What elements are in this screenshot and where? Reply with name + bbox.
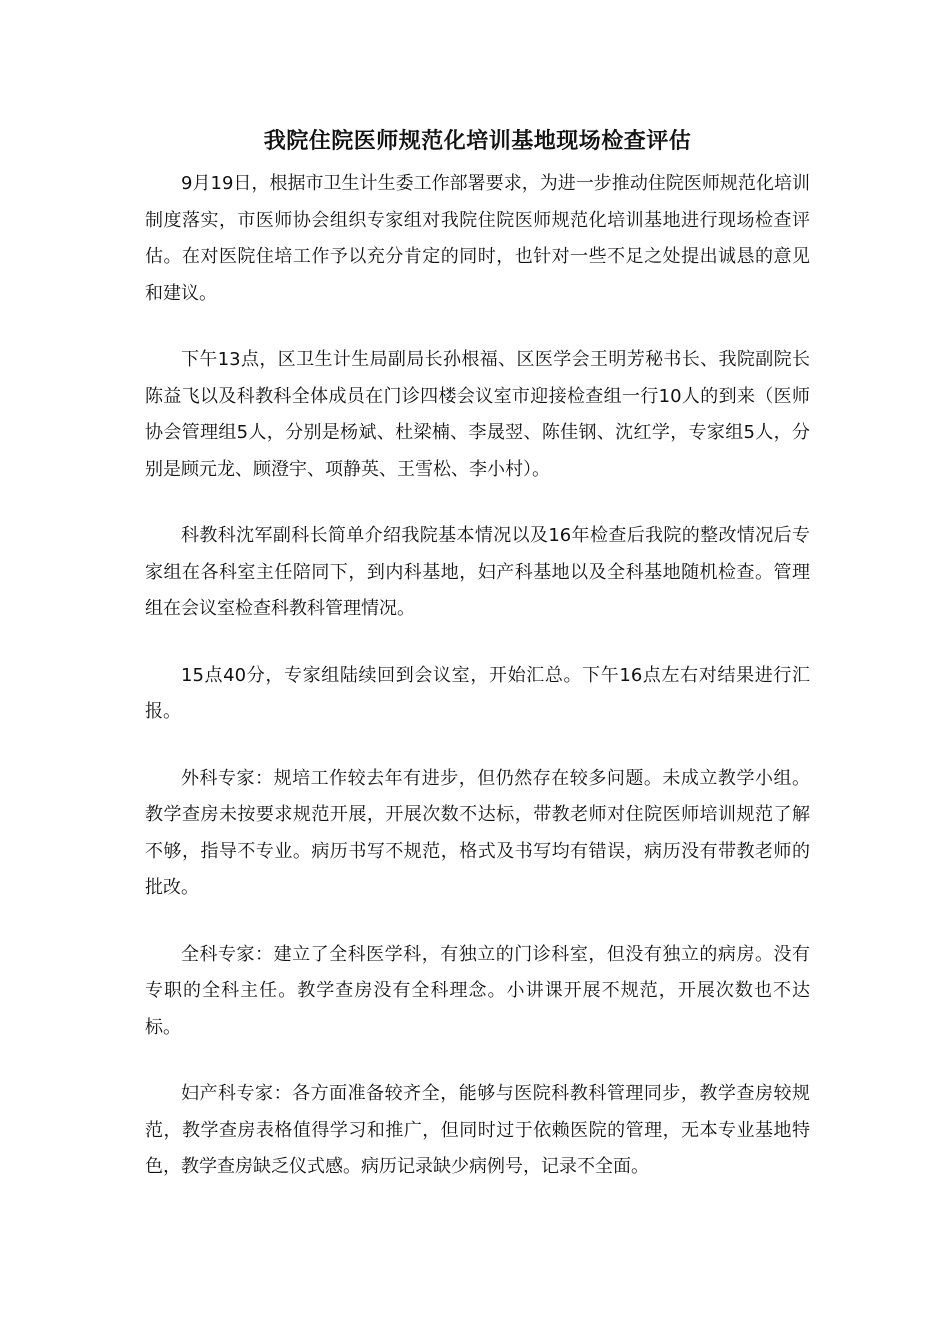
- document-page: [145, 124, 810, 1186]
- paragraph-inspection-process: 科教科沈军副科长简单介绍我院基本情况以及16年检查后我院的整改情况后专家组在各科室主任陪同下，到内科基地，妇产科基地以及全科基地随机检查。管理组在会议室检查科教科管理情况。: [145, 525, 810, 619]
- paragraph-inspection-overview: 9月19日，根据市卫生计生委工作部署要求，为进一步推动住院医师规范化培训制度落实，市医师协会组织专家组对我院住院医师规范化培训基地进行现场检查评估。在对医院住培工作予以充分肯定的同时，也针对一些不足之处提出诚恳的意见和建议。: [145, 173, 810, 304]
- paragraph-reception: 下午13点，区卫生计生局副局长孙根福、区医学会王明芳秘书长、我院副院长陈益飞以及科教科全体成员在门诊四楼会议室市迎接检查组一行10人的到来（医师协会管理组5人，分别是杨斌、杜梁楠、李晟翌、陈佳钢、沈红学，专家组5人，分别是顾元龙、顾澄宇、项静英、王雪松、李小村）。: [145, 349, 810, 480]
- paragraph-obstetrics-expert: 妇产科专家：各方面准备较齐全，能够与医院科教科管理同步，教学查房较规范，教学查房表格值得学习和推广，但同时过于依赖医院的管理，无本专业基地特色，教学查房缺乏仪式感。病历记录缺少病例号，记录不全面。: [145, 1083, 810, 1177]
- document-title: 我院住院医师规范化培训基地现场检查评估: [263, 129, 692, 154]
- paragraph-summary-time: 15点40分，专家组陆续回到会议室，开始汇总。下午16点左右对结果进行汇报。: [145, 664, 810, 722]
- paragraph-general-practice-expert: 全科专家：建立了全科医学科，有独立的门诊科室，但没有独立的病房。没有专职的全科主任。教学查房没有全科理念。小讲课开展不规范，开展次数也不达标。: [145, 943, 810, 1038]
- paragraph-surgery-expert: 外科专家：规培工作较去年有进步，但仍然存在较多问题。未成立教学小组。教学查房未按要求规范开展，开展次数不达标，带教老师对住院医师培训规范了解不够，指导不专业。病历书写不规范，格式及书写均有错误，病历没有带教老师的批改。: [145, 767, 810, 898]
